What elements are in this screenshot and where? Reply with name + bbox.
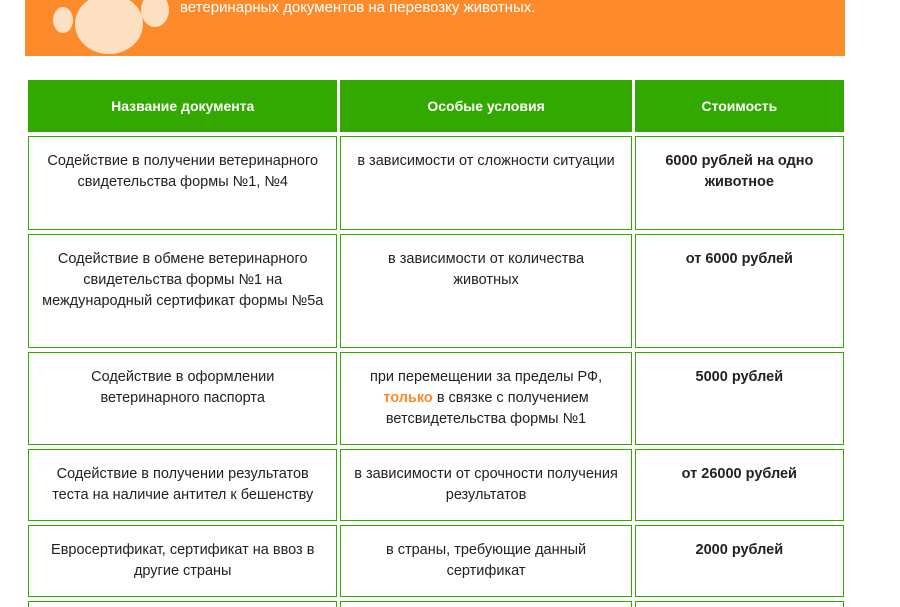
conditions-cell [340,352,631,445]
header-price: Стоимость [635,80,844,132]
header-special-conditions: Особые условия [340,80,631,132]
document-name-cell: Содействие в получении результатов теста на наличие антител к бешенству [28,449,337,521]
conditions-highlight: только [383,390,433,406]
conditions-text-after: в связке с получением ветсвидетельства формы №1 [385,390,589,427]
conditions-cell [340,601,631,607]
document-name-cell: Содействие в обмене ветеринарного свидетельства формы №1 на международный сертификат формы №5а [28,234,337,348]
table-row [28,352,844,445]
table-row [28,449,844,521]
paw-print-icon [47,0,187,56]
document-name-cell: Содействие в оформлении ветеринарного паспорта [28,352,337,445]
conditions-text-before: при перемещении за пределы РФ, [370,369,603,385]
table-row [28,601,844,607]
conditions-cell: в зависимости от сложности ситуации [340,136,631,230]
price-table [25,76,847,607]
price-cell: 6000 рублей на одно животное [635,136,844,230]
table-row [28,525,844,597]
document-name-cell: Содействие в получении ветеринарного свидетельства формы №1, №4 [28,136,337,230]
table-header-row [28,80,844,132]
price-cell: 5000 рублей [635,352,844,445]
document-name-cell [28,601,337,607]
banner-text: ветеринарных документов на перевозку животных. [180,0,536,16]
conditions-cell: в зависимости от количества животных [340,234,631,348]
conditions-cell: в страны, требующие данный сертификат [340,525,631,597]
info-banner [25,0,845,56]
price-cell: 2000 рублей [635,525,844,597]
price-cell [635,601,844,607]
conditions-cell: в зависимости от срочности получения результатов [340,449,631,521]
price-cell: от 6000 рублей [635,234,844,348]
price-cell: от 26000 рублей [635,449,844,521]
header-document-name: Название документа [28,80,337,132]
table-row [28,136,844,230]
table-row [28,234,844,348]
document-name-cell: Евросертификат, сертификат на ввоз в другие страны [28,525,337,597]
